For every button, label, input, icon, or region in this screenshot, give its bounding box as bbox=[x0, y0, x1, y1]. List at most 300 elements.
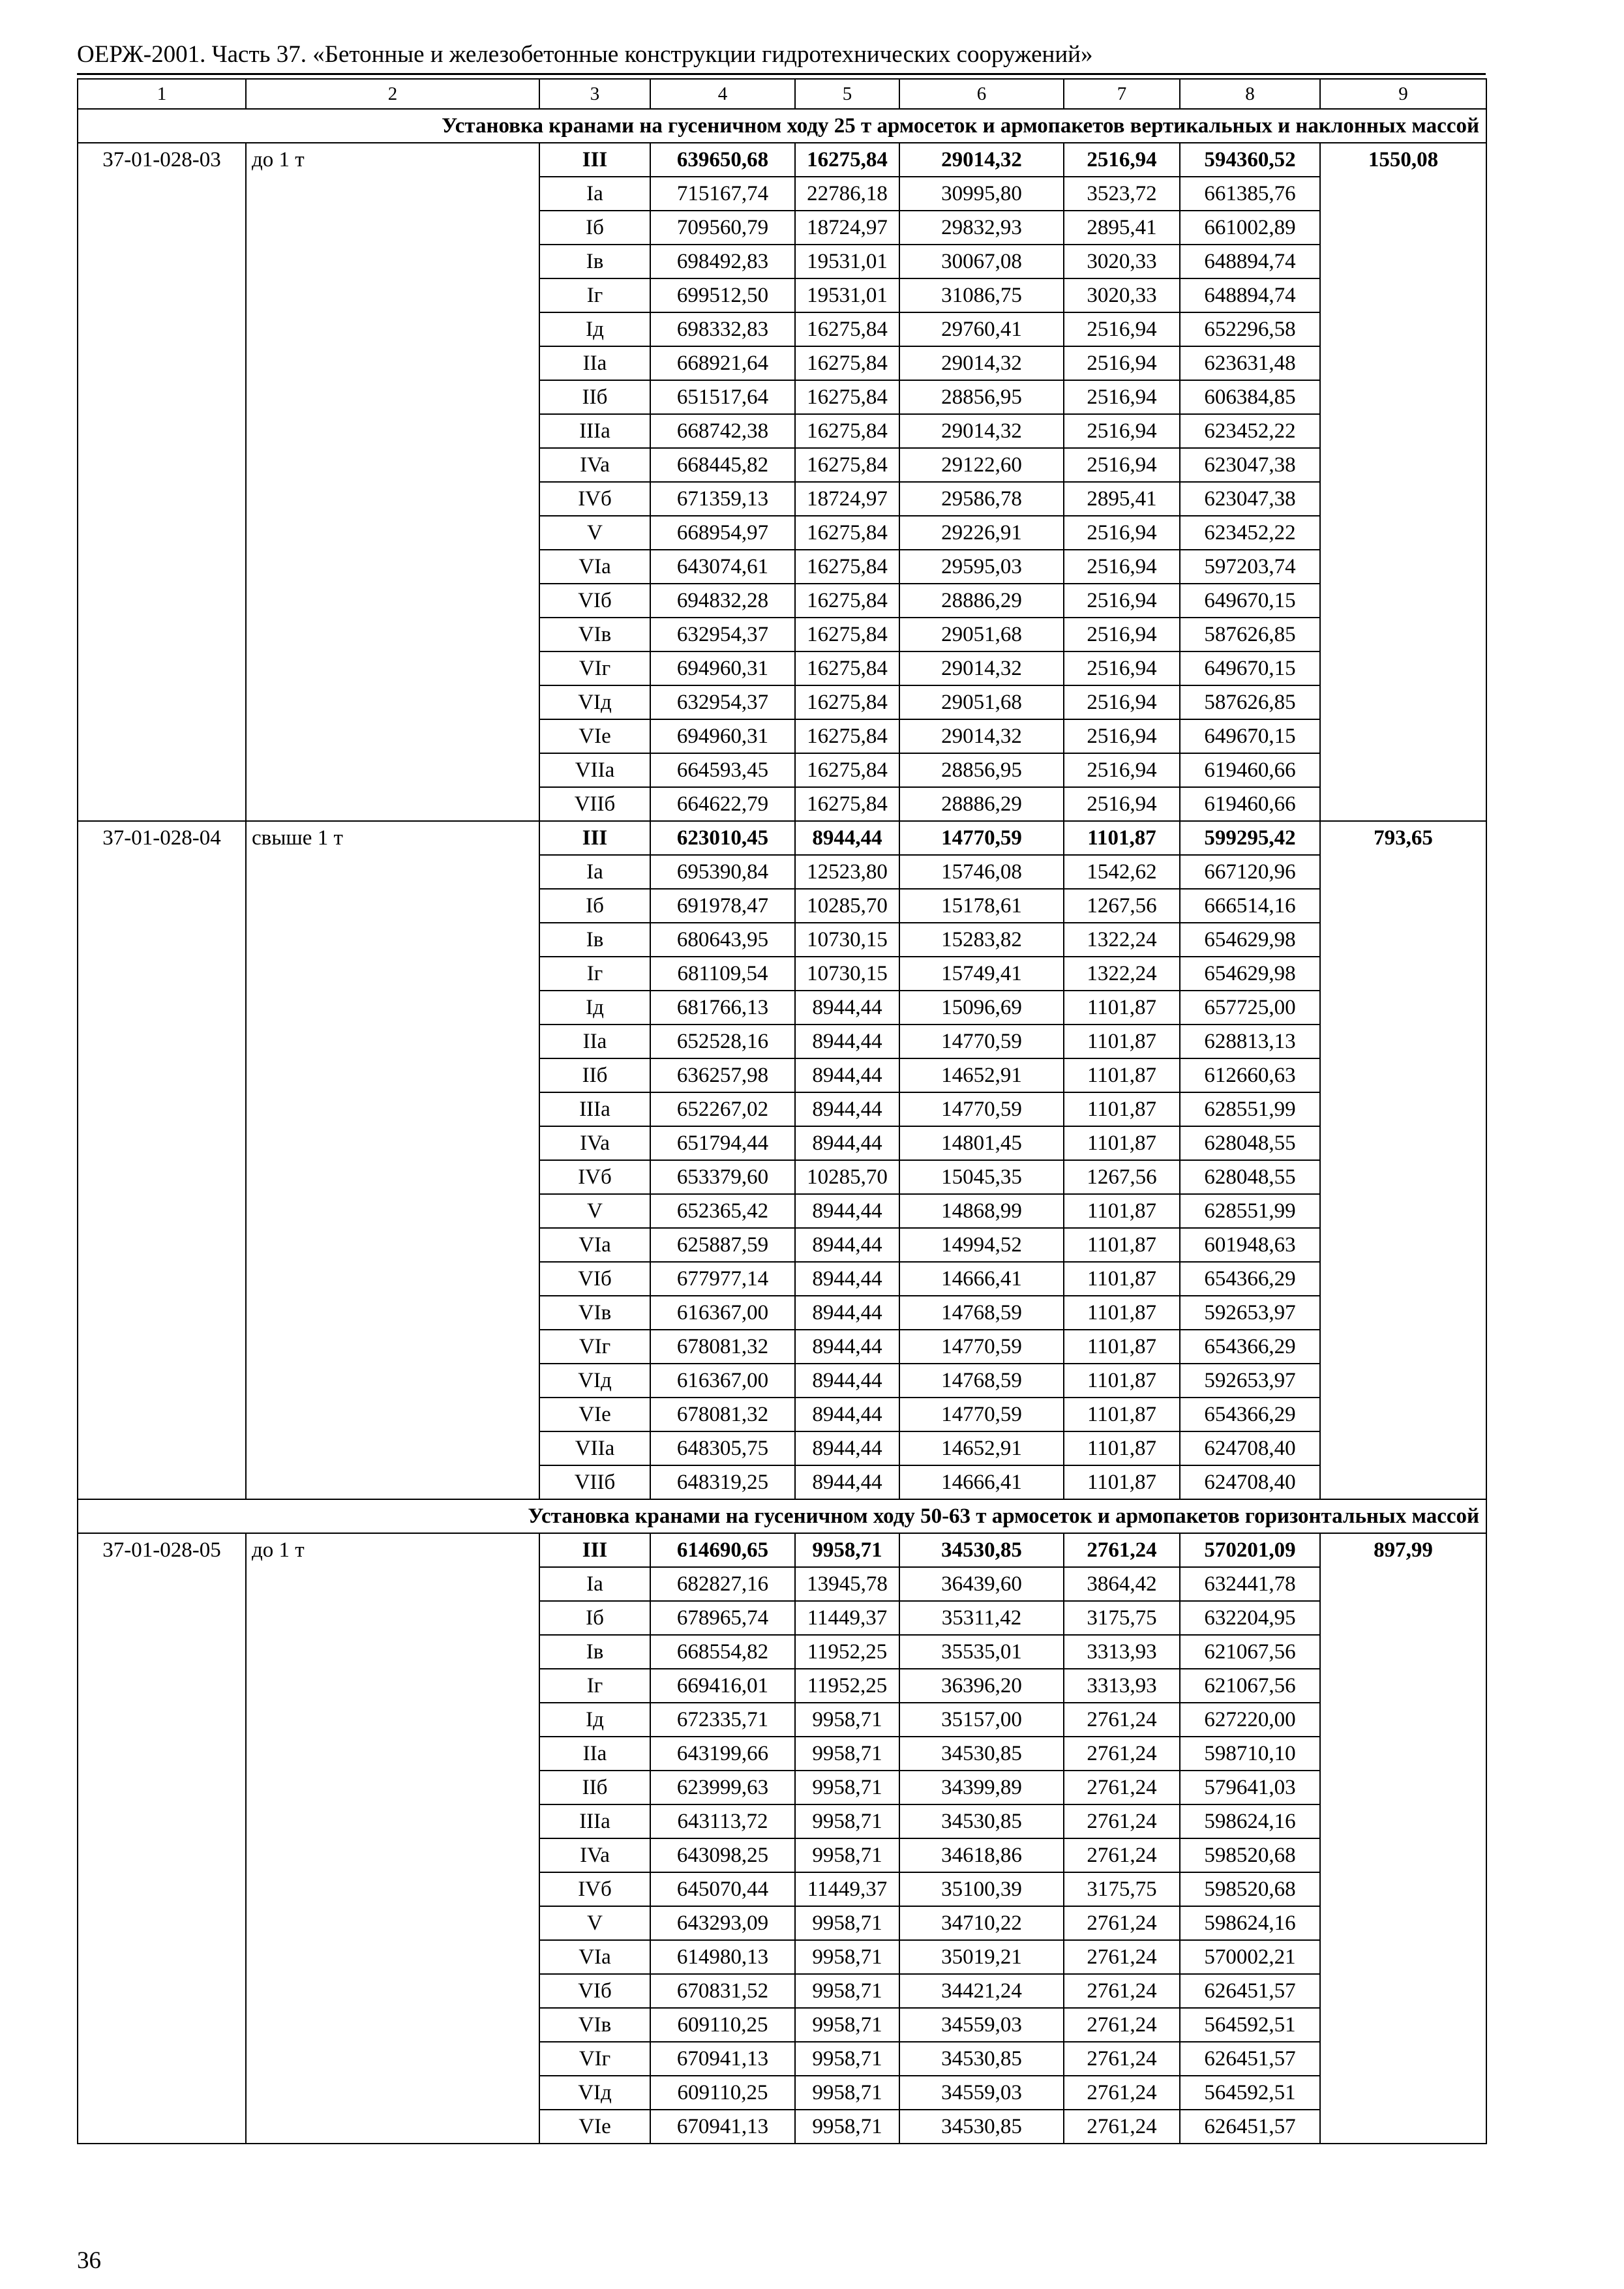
zone-cell: IVб bbox=[539, 1872, 650, 1906]
column-number-row bbox=[78, 79, 1486, 109]
zone-cell: IIб bbox=[539, 1058, 650, 1092]
materials-cell: 628048,55 bbox=[1180, 1160, 1320, 1194]
machines-cell: 29226,91 bbox=[899, 516, 1064, 550]
machines-cell: 29014,32 bbox=[899, 414, 1064, 448]
rate-code: 37-01-028-03 bbox=[78, 143, 246, 821]
materials-cell: 570201,09 bbox=[1180, 1533, 1320, 1567]
materials-cell: 570002,21 bbox=[1180, 1940, 1320, 1974]
wages-cell: 8944,44 bbox=[795, 991, 899, 1025]
total-cost-cell: 698492,83 bbox=[650, 245, 795, 278]
total-cost-cell: 623010,45 bbox=[650, 821, 795, 855]
driver-wages-cell: 3864,42 bbox=[1064, 1567, 1180, 1601]
wages-cell: 9958,71 bbox=[795, 1737, 899, 1771]
driver-wages-cell: 2761,24 bbox=[1064, 1838, 1180, 1872]
driver-wages-cell: 2516,94 bbox=[1064, 380, 1180, 414]
driver-wages-cell: 2761,24 bbox=[1064, 2110, 1180, 2144]
materials-cell: 564592,51 bbox=[1180, 2008, 1320, 2042]
materials-cell: 628551,99 bbox=[1180, 1194, 1320, 1228]
total-cost-cell: 678081,32 bbox=[650, 1330, 795, 1364]
materials-cell: 654366,29 bbox=[1180, 1398, 1320, 1431]
machines-cell: 29122,60 bbox=[899, 448, 1064, 482]
materials-cell: 661385,76 bbox=[1180, 177, 1320, 211]
zone-cell: VIa bbox=[539, 1940, 650, 1974]
rates-table bbox=[77, 78, 1487, 2144]
zone-cell: VIб bbox=[539, 584, 650, 618]
zone-cell: VIe bbox=[539, 719, 650, 753]
machines-cell: 29051,68 bbox=[899, 685, 1064, 719]
machines-cell: 14801,45 bbox=[899, 1126, 1064, 1160]
driver-wages-cell: 2516,94 bbox=[1064, 753, 1180, 787]
wages-cell: 8944,44 bbox=[795, 1126, 899, 1160]
column-number: 3 bbox=[539, 79, 650, 109]
driver-wages-cell: 2761,24 bbox=[1064, 2076, 1180, 2110]
total-cost-cell: 652365,42 bbox=[650, 1194, 795, 1228]
wages-cell: 9958,71 bbox=[795, 2008, 899, 2042]
wages-cell: 16275,84 bbox=[795, 787, 899, 821]
wages-cell: 9958,71 bbox=[795, 1974, 899, 2008]
driver-wages-cell: 2516,94 bbox=[1064, 143, 1180, 177]
materials-cell: 623452,22 bbox=[1180, 516, 1320, 550]
wages-cell: 22786,18 bbox=[795, 177, 899, 211]
labor-cost: 897,99 bbox=[1320, 1533, 1486, 2144]
materials-cell: 628551,99 bbox=[1180, 1092, 1320, 1126]
driver-wages-cell: 1101,87 bbox=[1064, 991, 1180, 1025]
wages-cell: 12523,80 bbox=[795, 855, 899, 889]
wages-cell: 13945,78 bbox=[795, 1567, 899, 1601]
driver-wages-cell: 1101,87 bbox=[1064, 1058, 1180, 1092]
machines-cell: 29586,78 bbox=[899, 482, 1064, 516]
machines-cell: 34530,85 bbox=[899, 2110, 1064, 2144]
machines-cell: 34530,85 bbox=[899, 1533, 1064, 1567]
zone-cell: IIIa bbox=[539, 414, 650, 448]
total-cost-cell: 632954,37 bbox=[650, 685, 795, 719]
machines-cell: 34559,03 bbox=[899, 2076, 1064, 2110]
driver-wages-cell: 3020,33 bbox=[1064, 278, 1180, 312]
zone-cell: VIв bbox=[539, 618, 650, 651]
driver-wages-cell: 1101,87 bbox=[1064, 1398, 1180, 1431]
wages-cell: 16275,84 bbox=[795, 584, 899, 618]
materials-cell: 628813,13 bbox=[1180, 1025, 1320, 1058]
zone-cell: IVб bbox=[539, 482, 650, 516]
materials-cell: 648894,74 bbox=[1180, 278, 1320, 312]
materials-cell: 592653,97 bbox=[1180, 1296, 1320, 1330]
wages-cell: 16275,84 bbox=[795, 346, 899, 380]
driver-wages-cell: 1101,87 bbox=[1064, 821, 1180, 855]
machines-cell: 14770,59 bbox=[899, 821, 1064, 855]
total-cost-cell: 672335,71 bbox=[650, 1703, 795, 1737]
table-row bbox=[78, 1533, 1486, 1567]
zone-cell: IIб bbox=[539, 1771, 650, 1804]
total-cost-cell: 609110,25 bbox=[650, 2008, 795, 2042]
machines-cell: 29014,32 bbox=[899, 651, 1064, 685]
labor-cost: 1550,08 bbox=[1320, 143, 1486, 821]
materials-cell: 624708,40 bbox=[1180, 1465, 1320, 1499]
zone-cell: VIг bbox=[539, 651, 650, 685]
page-number: 36 bbox=[77, 2247, 101, 2274]
zone-cell: Iд bbox=[539, 991, 650, 1025]
zone-cell: VIa bbox=[539, 550, 650, 584]
zone-cell: Iг bbox=[539, 1669, 650, 1703]
materials-cell: 623047,38 bbox=[1180, 482, 1320, 516]
wages-cell: 9958,71 bbox=[795, 1838, 899, 1872]
materials-cell: 579641,03 bbox=[1180, 1771, 1320, 1804]
materials-cell: 624708,40 bbox=[1180, 1431, 1320, 1465]
labor-cost: 793,65 bbox=[1320, 821, 1486, 1499]
zone-cell: III bbox=[539, 821, 650, 855]
materials-cell: 606384,85 bbox=[1180, 380, 1320, 414]
wages-cell: 9958,71 bbox=[795, 2042, 899, 2076]
machines-cell: 29832,93 bbox=[899, 211, 1064, 245]
wages-cell: 16275,84 bbox=[795, 550, 899, 584]
wages-cell: 16275,84 bbox=[795, 516, 899, 550]
wages-cell: 8944,44 bbox=[795, 1025, 899, 1058]
zone-cell: III bbox=[539, 143, 650, 177]
zone-cell: VIд bbox=[539, 685, 650, 719]
driver-wages-cell: 2516,94 bbox=[1064, 550, 1180, 584]
machines-cell: 14770,59 bbox=[899, 1398, 1064, 1431]
materials-cell: 654366,29 bbox=[1180, 1262, 1320, 1296]
zone-cell: Iб bbox=[539, 889, 650, 923]
wages-cell: 8944,44 bbox=[795, 1262, 899, 1296]
materials-cell: 654366,29 bbox=[1180, 1330, 1320, 1364]
wages-cell: 11952,25 bbox=[795, 1669, 899, 1703]
zone-cell: IVa bbox=[539, 1838, 650, 1872]
total-cost-cell: 699512,50 bbox=[650, 278, 795, 312]
driver-wages-cell: 1322,24 bbox=[1064, 923, 1180, 957]
zone-cell: IIa bbox=[539, 1737, 650, 1771]
wages-cell: 16275,84 bbox=[795, 380, 899, 414]
materials-cell: 626451,57 bbox=[1180, 1974, 1320, 2008]
total-cost-cell: 668554,82 bbox=[650, 1635, 795, 1669]
rate-description: свыше 1 т bbox=[246, 821, 539, 1499]
total-cost-cell: 609110,25 bbox=[650, 2076, 795, 2110]
wages-cell: 8944,44 bbox=[795, 1228, 899, 1262]
zone-cell: IIa bbox=[539, 346, 650, 380]
wages-cell: 8944,44 bbox=[795, 1431, 899, 1465]
materials-cell: 626451,57 bbox=[1180, 2042, 1320, 2076]
wages-cell: 9958,71 bbox=[795, 2110, 899, 2144]
materials-cell: 599295,42 bbox=[1180, 821, 1320, 855]
machines-cell: 28856,95 bbox=[899, 380, 1064, 414]
driver-wages-cell: 3175,75 bbox=[1064, 1601, 1180, 1635]
wages-cell: 8944,44 bbox=[795, 821, 899, 855]
machines-cell: 14770,59 bbox=[899, 1025, 1064, 1058]
zone-cell: VIг bbox=[539, 1330, 650, 1364]
total-cost-cell: 668742,38 bbox=[650, 414, 795, 448]
wages-cell: 9958,71 bbox=[795, 1533, 899, 1567]
total-cost-cell: 636257,98 bbox=[650, 1058, 795, 1092]
machines-cell: 34530,85 bbox=[899, 2042, 1064, 2076]
zone-cell: VIв bbox=[539, 2008, 650, 2042]
machines-cell: 36439,60 bbox=[899, 1567, 1064, 1601]
total-cost-cell: 652267,02 bbox=[650, 1092, 795, 1126]
wages-cell: 11449,37 bbox=[795, 1872, 899, 1906]
driver-wages-cell: 1101,87 bbox=[1064, 1431, 1180, 1465]
total-cost-cell: 632954,37 bbox=[650, 618, 795, 651]
wages-cell: 16275,84 bbox=[795, 685, 899, 719]
column-number: 6 bbox=[899, 79, 1064, 109]
total-cost-cell: 709560,79 bbox=[650, 211, 795, 245]
machines-cell: 34618,86 bbox=[899, 1838, 1064, 1872]
machines-cell: 35019,21 bbox=[899, 1940, 1064, 1974]
total-cost-cell: 695390,84 bbox=[650, 855, 795, 889]
wages-cell: 8944,44 bbox=[795, 1330, 899, 1364]
total-cost-cell: 668445,82 bbox=[650, 448, 795, 482]
total-cost-cell: 715167,74 bbox=[650, 177, 795, 211]
zone-cell: VIIa bbox=[539, 1431, 650, 1465]
machines-cell: 15096,69 bbox=[899, 991, 1064, 1025]
machines-cell: 35535,01 bbox=[899, 1635, 1064, 1669]
rate-description: до 1 т bbox=[246, 143, 539, 821]
zone-cell: VIв bbox=[539, 1296, 650, 1330]
driver-wages-cell: 1267,56 bbox=[1064, 889, 1180, 923]
materials-cell: 654629,98 bbox=[1180, 923, 1320, 957]
materials-cell: 598624,16 bbox=[1180, 1804, 1320, 1838]
machines-cell: 34399,89 bbox=[899, 1771, 1064, 1804]
column-number: 5 bbox=[795, 79, 899, 109]
machines-cell: 14770,59 bbox=[899, 1330, 1064, 1364]
driver-wages-cell: 2516,94 bbox=[1064, 414, 1180, 448]
materials-cell: 564592,51 bbox=[1180, 2076, 1320, 2110]
table-row bbox=[78, 821, 1486, 855]
materials-cell: 619460,66 bbox=[1180, 753, 1320, 787]
total-cost-cell: 643074,61 bbox=[650, 550, 795, 584]
total-cost-cell: 653379,60 bbox=[650, 1160, 795, 1194]
zone-cell: VIe bbox=[539, 1398, 650, 1431]
wages-cell: 16275,84 bbox=[795, 651, 899, 685]
wages-cell: 9958,71 bbox=[795, 1940, 899, 1974]
machines-cell: 14768,59 bbox=[899, 1364, 1064, 1398]
materials-cell: 598520,68 bbox=[1180, 1872, 1320, 1906]
materials-cell: 649670,15 bbox=[1180, 584, 1320, 618]
driver-wages-cell: 2895,41 bbox=[1064, 211, 1180, 245]
zone-cell: Iв bbox=[539, 1635, 650, 1669]
wages-cell: 16275,84 bbox=[795, 753, 899, 787]
driver-wages-cell: 1101,87 bbox=[1064, 1228, 1180, 1262]
driver-wages-cell: 2761,24 bbox=[1064, 1703, 1180, 1737]
materials-cell: 661002,89 bbox=[1180, 211, 1320, 245]
machines-cell: 34421,24 bbox=[899, 1974, 1064, 2008]
driver-wages-cell: 2895,41 bbox=[1064, 482, 1180, 516]
machines-cell: 15283,82 bbox=[899, 923, 1064, 957]
wages-cell: 10730,15 bbox=[795, 957, 899, 991]
total-cost-cell: 643293,09 bbox=[650, 1906, 795, 1940]
machines-cell: 34710,22 bbox=[899, 1906, 1064, 1940]
machines-cell: 14652,91 bbox=[899, 1431, 1064, 1465]
total-cost-cell: 694960,31 bbox=[650, 719, 795, 753]
driver-wages-cell: 3313,93 bbox=[1064, 1635, 1180, 1669]
materials-cell: 654629,98 bbox=[1180, 957, 1320, 991]
materials-cell: 649670,15 bbox=[1180, 719, 1320, 753]
driver-wages-cell: 2761,24 bbox=[1064, 1906, 1180, 1940]
column-number: 2 bbox=[246, 79, 539, 109]
machines-cell: 34530,85 bbox=[899, 1737, 1064, 1771]
total-cost-cell: 669416,01 bbox=[650, 1669, 795, 1703]
total-cost-cell: 691978,47 bbox=[650, 889, 795, 923]
total-cost-cell: 668954,97 bbox=[650, 516, 795, 550]
zone-cell: VIa bbox=[539, 1228, 650, 1262]
driver-wages-cell: 2761,24 bbox=[1064, 2042, 1180, 2076]
total-cost-cell: 671359,13 bbox=[650, 482, 795, 516]
wages-cell: 10285,70 bbox=[795, 1160, 899, 1194]
total-cost-cell: 677977,14 bbox=[650, 1262, 795, 1296]
section-title: Установка кранами на гусеничном ходу 25 т армосеток и армопакетов вертикальных и наклонных массой bbox=[78, 109, 1486, 143]
machines-cell: 30995,80 bbox=[899, 177, 1064, 211]
total-cost-cell: 664622,79 bbox=[650, 787, 795, 821]
zone-cell: Iв bbox=[539, 245, 650, 278]
materials-cell: 598520,68 bbox=[1180, 1838, 1320, 1872]
materials-cell: 623047,38 bbox=[1180, 448, 1320, 482]
driver-wages-cell: 2516,94 bbox=[1064, 448, 1180, 482]
total-cost-cell: 614690,65 bbox=[650, 1533, 795, 1567]
driver-wages-cell: 2761,24 bbox=[1064, 1533, 1180, 1567]
materials-cell: 601948,63 bbox=[1180, 1228, 1320, 1262]
machines-cell: 34559,03 bbox=[899, 2008, 1064, 2042]
section-title: Установка кранами на гусеничном ходу 50-63 т армосеток и армопакетов горизонтальных массой bbox=[78, 1499, 1486, 1533]
wages-cell: 9958,71 bbox=[795, 1771, 899, 1804]
machines-cell: 29014,32 bbox=[899, 346, 1064, 380]
driver-wages-cell: 2516,94 bbox=[1064, 346, 1180, 380]
driver-wages-cell: 1267,56 bbox=[1064, 1160, 1180, 1194]
materials-cell: 621067,56 bbox=[1180, 1635, 1320, 1669]
total-cost-cell: 678081,32 bbox=[650, 1398, 795, 1431]
zone-cell: VIб bbox=[539, 1262, 650, 1296]
zone-cell: IIa bbox=[539, 1025, 650, 1058]
materials-cell: 666514,16 bbox=[1180, 889, 1320, 923]
zone-cell: IIб bbox=[539, 380, 650, 414]
machines-cell: 28886,29 bbox=[899, 584, 1064, 618]
machines-cell: 14666,41 bbox=[899, 1465, 1064, 1499]
materials-cell: 598710,10 bbox=[1180, 1737, 1320, 1771]
materials-cell: 623452,22 bbox=[1180, 414, 1320, 448]
rate-code: 37-01-028-04 bbox=[78, 821, 246, 1499]
machines-cell: 14868,99 bbox=[899, 1194, 1064, 1228]
page-header: ОЕРЖ-2001. Часть 37. «Бетонные и железобетонные конструкции гидротехнических сооружений» bbox=[77, 41, 1093, 68]
materials-cell: 652296,58 bbox=[1180, 312, 1320, 346]
zone-cell: IVб bbox=[539, 1160, 650, 1194]
driver-wages-cell: 2761,24 bbox=[1064, 1737, 1180, 1771]
machines-cell: 28856,95 bbox=[899, 753, 1064, 787]
machines-cell: 15749,41 bbox=[899, 957, 1064, 991]
driver-wages-cell: 1101,87 bbox=[1064, 1194, 1180, 1228]
materials-cell: 657725,00 bbox=[1180, 991, 1320, 1025]
zone-cell: VIб bbox=[539, 1974, 650, 2008]
wages-cell: 16275,84 bbox=[795, 414, 899, 448]
zone-cell: Iв bbox=[539, 923, 650, 957]
table-row bbox=[78, 143, 1486, 177]
driver-wages-cell: 2761,24 bbox=[1064, 1974, 1180, 2008]
total-cost-cell: 648305,75 bbox=[650, 1431, 795, 1465]
machines-cell: 14994,52 bbox=[899, 1228, 1064, 1262]
zone-cell: VIIб bbox=[539, 787, 650, 821]
total-cost-cell: 670941,13 bbox=[650, 2042, 795, 2076]
total-cost-cell: 643113,72 bbox=[650, 1804, 795, 1838]
wages-cell: 16275,84 bbox=[795, 719, 899, 753]
zone-cell: IIIa bbox=[539, 1092, 650, 1126]
driver-wages-cell: 2516,94 bbox=[1064, 584, 1180, 618]
rate-code: 37-01-028-05 bbox=[78, 1533, 246, 2144]
zone-cell: IVa bbox=[539, 448, 650, 482]
wages-cell: 19531,01 bbox=[795, 278, 899, 312]
total-cost-cell: 681109,54 bbox=[650, 957, 795, 991]
driver-wages-cell: 3523,72 bbox=[1064, 177, 1180, 211]
wages-cell: 11952,25 bbox=[795, 1635, 899, 1669]
wages-cell: 16275,84 bbox=[795, 618, 899, 651]
materials-cell: 594360,52 bbox=[1180, 143, 1320, 177]
column-number: 7 bbox=[1064, 79, 1180, 109]
zone-cell: Iб bbox=[539, 1601, 650, 1635]
machines-cell: 29014,32 bbox=[899, 719, 1064, 753]
materials-cell: 619460,66 bbox=[1180, 787, 1320, 821]
driver-wages-cell: 1101,87 bbox=[1064, 1092, 1180, 1126]
wages-cell: 8944,44 bbox=[795, 1058, 899, 1092]
driver-wages-cell: 2516,94 bbox=[1064, 685, 1180, 719]
machines-cell: 29760,41 bbox=[899, 312, 1064, 346]
total-cost-cell: 694832,28 bbox=[650, 584, 795, 618]
wages-cell: 9958,71 bbox=[795, 1804, 899, 1838]
machines-cell: 15178,61 bbox=[899, 889, 1064, 923]
zone-cell: VIд bbox=[539, 1364, 650, 1398]
zone-cell: Iд bbox=[539, 1703, 650, 1737]
driver-wages-cell: 3175,75 bbox=[1064, 1872, 1180, 1906]
driver-wages-cell: 2761,24 bbox=[1064, 1940, 1180, 1974]
total-cost-cell: 614980,13 bbox=[650, 1940, 795, 1974]
wages-cell: 8944,44 bbox=[795, 1364, 899, 1398]
machines-cell: 35157,00 bbox=[899, 1703, 1064, 1737]
driver-wages-cell: 2516,94 bbox=[1064, 618, 1180, 651]
materials-cell: 632204,95 bbox=[1180, 1601, 1320, 1635]
zone-cell: V bbox=[539, 1194, 650, 1228]
driver-wages-cell: 1101,87 bbox=[1064, 1126, 1180, 1160]
driver-wages-cell: 1542,62 bbox=[1064, 855, 1180, 889]
column-number: 9 bbox=[1320, 79, 1486, 109]
driver-wages-cell: 1101,87 bbox=[1064, 1025, 1180, 1058]
wages-cell: 19531,01 bbox=[795, 245, 899, 278]
zone-cell: VIIб bbox=[539, 1465, 650, 1499]
wages-cell: 8944,44 bbox=[795, 1296, 899, 1330]
machines-cell: 15045,35 bbox=[899, 1160, 1064, 1194]
wages-cell: 10285,70 bbox=[795, 889, 899, 923]
total-cost-cell: 682827,16 bbox=[650, 1567, 795, 1601]
wages-cell: 9958,71 bbox=[795, 1906, 899, 1940]
driver-wages-cell: 1101,87 bbox=[1064, 1296, 1180, 1330]
materials-cell: 587626,85 bbox=[1180, 685, 1320, 719]
materials-cell: 628048,55 bbox=[1180, 1126, 1320, 1160]
zone-cell: Iд bbox=[539, 312, 650, 346]
driver-wages-cell: 2516,94 bbox=[1064, 651, 1180, 685]
total-cost-cell: 645070,44 bbox=[650, 1872, 795, 1906]
zone-cell: Ia bbox=[539, 177, 650, 211]
total-cost-cell: 698332,83 bbox=[650, 312, 795, 346]
wages-cell: 8944,44 bbox=[795, 1465, 899, 1499]
materials-cell: 626451,57 bbox=[1180, 2110, 1320, 2144]
driver-wages-cell: 2761,24 bbox=[1064, 1804, 1180, 1838]
section-title-row bbox=[78, 1499, 1486, 1533]
wages-cell: 16275,84 bbox=[795, 312, 899, 346]
column-number: 8 bbox=[1180, 79, 1320, 109]
machines-cell: 30067,08 bbox=[899, 245, 1064, 278]
total-cost-cell: 681766,13 bbox=[650, 991, 795, 1025]
zone-cell: VIIa bbox=[539, 753, 650, 787]
materials-cell: 592653,97 bbox=[1180, 1364, 1320, 1398]
wages-cell: 8944,44 bbox=[795, 1092, 899, 1126]
driver-wages-cell: 1322,24 bbox=[1064, 957, 1180, 991]
machines-cell: 36396,20 bbox=[899, 1669, 1064, 1703]
driver-wages-cell: 2761,24 bbox=[1064, 1771, 1180, 1804]
wages-cell: 18724,97 bbox=[795, 482, 899, 516]
wages-cell: 8944,44 bbox=[795, 1398, 899, 1431]
zone-cell: IVa bbox=[539, 1126, 650, 1160]
